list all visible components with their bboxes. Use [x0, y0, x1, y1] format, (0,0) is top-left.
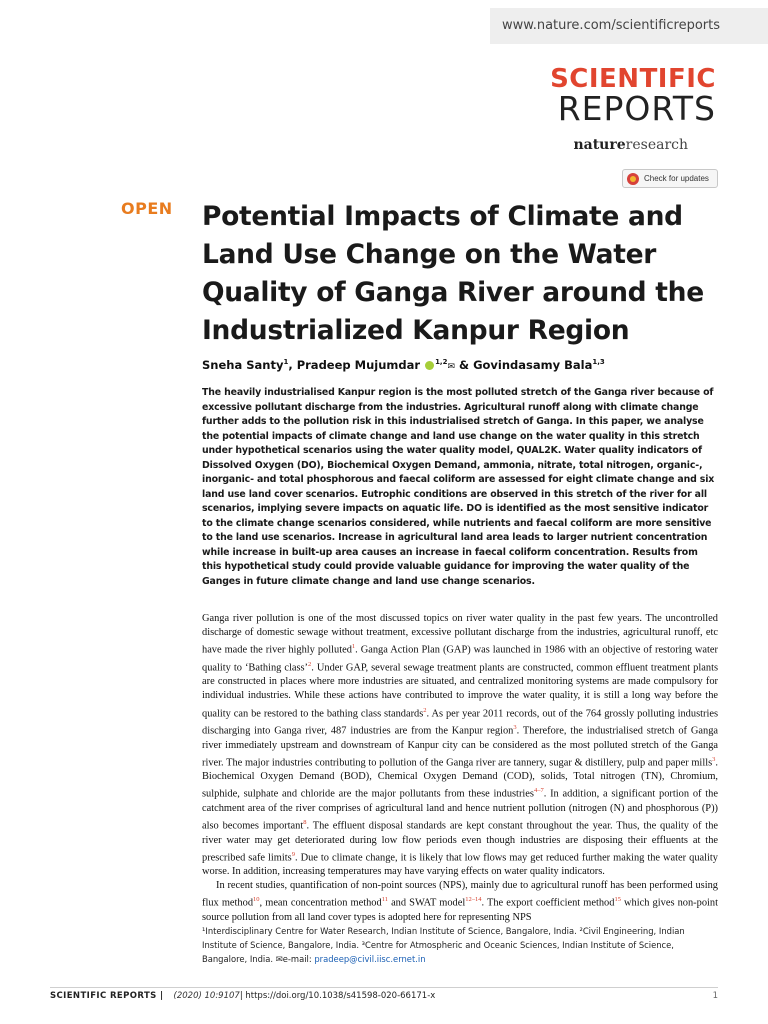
body-paragraph: [202, 879, 718, 925]
page-footer: [50, 991, 718, 1001]
citation-ref[interactable]: 12–14: [465, 896, 482, 904]
mail-icon: ✉: [447, 362, 456, 372]
footer-citation: (2020) 10:9107: [173, 991, 240, 1001]
body-paragraph: [202, 612, 718, 879]
body-text-run: , mean concentration method: [259, 897, 382, 909]
body-text-run: Ganga river pollution is one of the most discussed topics on river water quality in the past few years. The uncontrolled discharge of domestic sewage without treatment, excessive pollutant discharge from the industries, agricultural runoff, etc have made the river highly polluted: [202, 613, 718, 656]
footer-doi-link[interactable]: | https://doi.org/10.1038/s41598-020-66171-x: [239, 991, 436, 1001]
journal-url[interactable]: www.nature.com/scientificreports: [490, 8, 768, 44]
body-text-run: In recent studies, quantification of non-point sources (NPS), mainly due to agricultural runoff has been performed using flux method: [202, 880, 718, 909]
mail-icon: ✉: [275, 954, 283, 964]
article-title: Potential Impacts of Climate and Land Use Change on the Water Quality of Ganga River around the Industrialized Kanpur Region: [202, 201, 704, 346]
author-affiliation-ref: 1,3: [592, 358, 605, 367]
citation-ref[interactable]: 2: [423, 706, 427, 714]
body-text-run: . In addition, a significant portion of the catchment area of the river comprises of agricultural land and hence nutrient pollution (nitrogen (N) and phosphorous (P)) also becomes important: [202, 788, 718, 832]
citation-ref[interactable]: 1: [351, 643, 356, 651]
author-name[interactable]: Sneha Santy: [202, 358, 284, 372]
citation-ref[interactable]: 8: [303, 819, 307, 827]
crossmark-icon: [627, 173, 639, 185]
body-text-run: . The export coefficient method: [481, 897, 615, 909]
body-text-run: . As per year 2011 records, out of the 764 grossly polluting industries discharging into Ganga river, 487 industries are from the Kanpur region: [202, 707, 718, 737]
author-email-link[interactable]: pradeep@civil.iisc.ernet.in: [314, 954, 426, 964]
citation-ref[interactable]: 3: [712, 755, 716, 763]
publisher-name: [573, 137, 688, 153]
publisher-name-rest: research: [625, 137, 688, 153]
citation-ref[interactable]: 11: [381, 896, 388, 904]
citation-ref[interactable]: 2: [308, 660, 312, 668]
open-access-label: OPEN: [121, 199, 173, 218]
author-affiliation-ref: 1: [283, 358, 289, 367]
author-list: [202, 358, 742, 372]
citation-ref[interactable]: 10: [253, 896, 260, 904]
email-label: e-mail:: [282, 954, 315, 964]
main-text: [202, 612, 718, 925]
citation-ref[interactable]: 3: [513, 724, 517, 732]
body-text-run: . Under GAP, several sewage treatment plants are constructed, common effluent treatment plants are constructed in places where more industries are situated, and centralized monitoring systems are made compulsory for individual industries. While these actions have contributed to improve the water quality, it is still a long way before the quality can be restored to the bathing class standards: [202, 662, 718, 719]
logo-reports: REPORTS: [557, 89, 716, 128]
body-text-run: . Biochemical Oxygen Demand (BOD), Chemical Oxygen Demand (COD), solids, Total nitrogen (TN), Chromium, sulphide, sulphate and chloride are the major pollutants from these industries: [202, 757, 718, 800]
citation-ref[interactable]: 15: [614, 896, 621, 904]
check-for-updates-button[interactable]: [622, 169, 718, 188]
page-number: 1: [712, 991, 718, 1001]
body-text-run: and SWAT model: [387, 897, 466, 909]
citation-ref[interactable]: 4–7: [533, 787, 544, 795]
author-name[interactable]: Govindasamy Bala: [473, 358, 593, 372]
body-text-run: . Due to climate change, it is likely that low flows may get reduced further making the water quality worse. In addition, increasing temperatures may have varying effects on water quality indicators.: [202, 852, 719, 878]
orcid-icon[interactable]: [425, 361, 434, 370]
author-affiliation-ref: 1,2: [435, 358, 448, 367]
logo-scientific: SCIENTIFIC: [550, 64, 716, 94]
body-text-run: . Ganga Action Plan (GAP) was launched in 1986 with an objective of restoring water quality to ‘Bathing class’: [202, 644, 718, 674]
body-text-run: . Therefore, the industrialised stretch of Ganga river immediately upstream and downstream of Kanpur city can be considered as the most polluted stretch of the Ganga river. The major industries contributing to pollution of the Ganga river are tannery, sugar & distillery, pulp and paper mills: [202, 725, 718, 769]
citation-ref[interactable]: 9: [291, 850, 295, 858]
abstract: The heavily industrialised Kanpur region is the most polluted stretch of the Ganga river because of excessive pollutant discharge from the industries. Agricultural runoff along with climate change further adds to the pollution risk in this industrialised stretch of Ganga. In this paper, we analyse the potential impacts of climate change and land use change on the water quality in this stretch under hypothetical scenarios using the water quality model, QUAL2K. Water quality indicators of Dissolved Oxygen (DO), Biochemical Oxygen Demand, ammonia, nitrate, total nitrogen, organic-, inorganic- and total phosphorous and faecal coliform are assessed for eight climate change and six land use land cover scenarios. Eutrophic conditions are observed in this stretch of the river for all scenarios, implying severe impacts on aquatic life. DO is identified as the most sensitive indicator to the climate change scenarios considered, while nutrients and faecal coliform are more sensitive to the land use scenarios. Increase in agricultural land area leads to larger nutrient concentration while increase in built-up area causes an increase in faecal coliform concentration. Results from this hypothetical study could provide valuable guidance for improving the water quality of the Ganges in future climate change and land use change scenarios.: [202, 387, 715, 587]
author-separator: ,: [288, 358, 297, 372]
publisher-name-bold: nature: [573, 137, 626, 153]
footer-journal: SCIENTIFIC REPORTS |: [50, 991, 164, 1001]
author-name[interactable]: Pradeep Mujumdar: [296, 358, 421, 372]
journal-logo: [550, 66, 716, 126]
affiliation-text: ¹Interdisciplinary Centre for Water Research, Indian Institute of Science, Bangalore, India. ²Civil Engineering, Indian Institute of Science, Bangalore, India. ³Centre for Atmospheric and Oceanic Sciences, Indian Institute of Science, Bangalore, India.: [202, 926, 685, 964]
body-text-run: . The effluent disposal standards are kept constant throughout the year. Thus, the quality of the river water may get deteriorated during low flow periods even though industries are disposing their effluents at the prescribed safe limits: [202, 820, 718, 864]
footer-divider: [50, 987, 718, 988]
author-separator: &: [455, 358, 474, 372]
body-text-run: which gives non-point source pollution from all land cover types is adopted here for representing NPS: [202, 897, 719, 923]
affiliations: [202, 924, 718, 966]
check-for-updates-label: Check for updates: [644, 174, 709, 183]
